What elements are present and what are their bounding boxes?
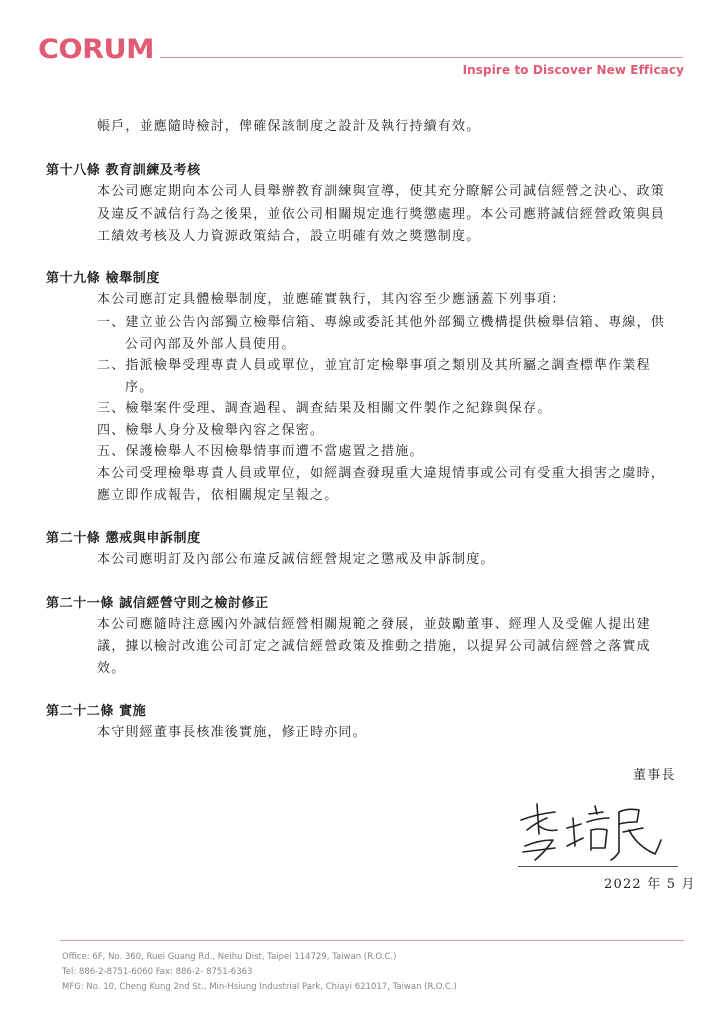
corum-logo <box>38 33 156 63</box>
text-line: 本公司應明訂及內部公布違反誠信經營規定之懲戒及申訴制度。 <box>97 552 495 567</box>
text-line: 本公司應隨時注意國內外誠信經營相關規範之發展，並鼓勵董事、經理人及受僱人提出建 <box>97 617 651 632</box>
signature-line <box>518 866 678 867</box>
text-line: 本守則經董事長核准後實施，修正時亦同。 <box>97 725 367 740</box>
list-item: 五、保護檢舉人不因檢舉情事而遭不當處置之措施。 <box>97 444 424 459</box>
list-item: 三、檢舉案件受理、調查過程、調查結果及相關文件製作之紀錄與保存。 <box>97 401 552 416</box>
text-line: 應立即作成報告，依相關規定呈報之。 <box>97 488 339 503</box>
list-item-continuation: 序。 <box>125 380 154 395</box>
handwritten-signature <box>515 800 665 870</box>
header-rule <box>160 57 683 58</box>
list-item: 一、建立並公告內部獨立檢舉信箱、專線或委託其他外部獨立機構提供檢舉信箱、專線，供 <box>97 315 666 330</box>
chairman-label: 董事長 <box>633 768 676 783</box>
text-line: 本公司應定期向本公司人員舉辦教育訓練與宣導，使其充分瞭解公司誠信經營之決心、政策 <box>97 184 666 199</box>
footer-phone-fax: Tel: 886-2-8751-6060 Fax: 886-2- 8751-6363 <box>62 967 253 977</box>
article-heading: 第二十一條 誠信經營守則之檢討修正 <box>46 596 269 611</box>
article-heading: 第十八條 教育訓練及考核 <box>46 163 201 178</box>
list-item-continuation: 公司內部及外部人員使用。 <box>125 337 296 352</box>
tagline: Inspire to Discover New Efficacy <box>462 63 684 77</box>
list-item: 二、指派檢舉受理專責人員或單位，並宜訂定檢舉事項之類別及其所屬之調查標準作業程 <box>97 358 651 373</box>
text-line: 工績效考核及人力資源政策結合，設立明確有效之獎懲制度。 <box>97 229 481 244</box>
footer-office-address: Office: 6F, No. 360, Ruei Guang Rd., Neihu Dist, Taipei 114729, Taiwan (R.O.C.) <box>62 952 397 962</box>
text-line: 及違反不誠信行為之後果，並依公司相關規定進行獎懲處理。本公司應將誠信經營政策與員 <box>97 207 666 222</box>
footer-rule <box>60 940 684 941</box>
list-item: 四、檢舉人身分及檢舉內容之保密。 <box>97 423 325 438</box>
text-line: 帳戶，並應隨時檢討，俾確保該制度之設計及執行持續有效。 <box>97 119 481 134</box>
article-heading: 第十九條 檢舉制度 <box>46 271 160 286</box>
svg-text:CORUM: CORUM <box>38 34 154 63</box>
text-line: 本公司受理檢舉專責人員或單位，如經調查發現重大違規情事或公司有受重大損害之虞時， <box>97 466 666 481</box>
text-line: 議，據以檢討改進公司訂定之誠信經營政策及推動之措施，以提昇公司誠信經營之落實成 <box>97 639 651 654</box>
text-line: 效。 <box>97 661 126 676</box>
text-line: 本公司應訂定具體檢舉制度，並應確實執行，其內容至少應涵蓋下列事項： <box>97 292 566 307</box>
article-heading: 第二十二條 實施 <box>46 704 147 719</box>
footer-mfg-address: MFG: No. 10, Cheng Kung 2nd St., Min-Hsiung Industrial Park, Chiayi 621017, Taiwan (R.O.C.) <box>62 982 457 992</box>
date: 2022 年 5 月 <box>604 877 696 892</box>
article-heading: 第二十條 懲戒與申訴制度 <box>46 531 201 546</box>
